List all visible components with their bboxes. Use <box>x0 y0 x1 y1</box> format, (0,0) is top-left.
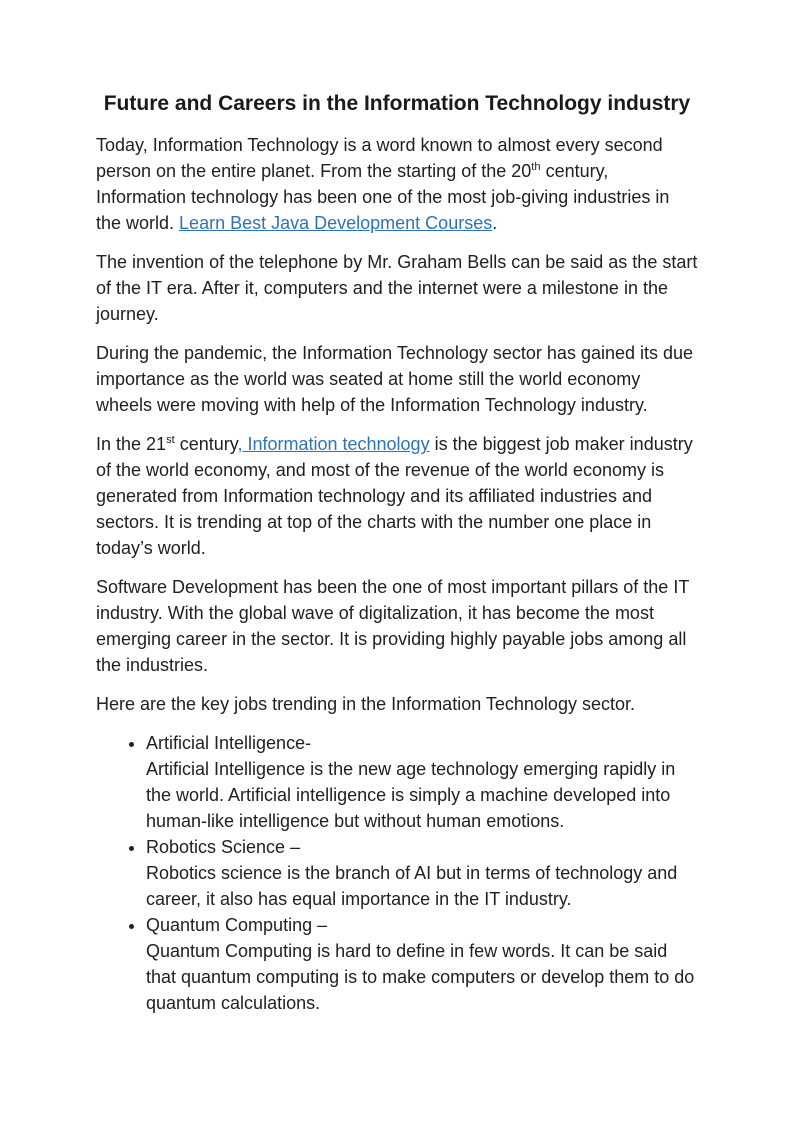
paragraph-21st-century <box>96 431 698 561</box>
paragraph-telephone: The invention of the telephone by Mr. Graham Bells can be said as the start of the IT era. After it, computers and the internet were a milestone in the journey. <box>96 252 698 324</box>
list-item-heading: • Artificial Intelligence- <box>146 733 312 753</box>
list-item-body: Robotics science is the branch of AI but in terms of technology and career, it also has equal importance in the IT industry. <box>146 863 678 909</box>
information-technology-link[interactable]: , Information technology <box>237 434 430 454</box>
paragraph-intro-text: Today, Information Technology is a word known to almost every second person on the entire planet. From the starting of the 20 <box>96 135 663 181</box>
list-item-body: Artificial Intelligence is the new age technology emerging rapidly in the world. Artificial intelligence is simply a machine developed into human-like intelligence but without human emotions. <box>146 759 676 831</box>
trending-jobs-list <box>96 730 698 1016</box>
list-item-heading: • Quantum Computing – <box>146 915 328 935</box>
paragraph-intro-text: . <box>492 213 498 233</box>
ordinal-superscript: st <box>166 434 175 446</box>
document-title: Future and Careers in the Information Technology industry <box>103 92 691 115</box>
ordinal-superscript: th <box>531 161 541 173</box>
paragraph-pandemic: During the pandemic, the Information Technology sector has gained its due importance as the world was seated at home still the world economy wheels were moving with help of the Information Technology industry. <box>96 343 694 415</box>
list-item-robotics-science <box>146 834 698 912</box>
paragraph-intro <box>96 132 698 236</box>
paragraph-21st-century-text: century <box>174 434 238 454</box>
paragraph-key-jobs-lead: Here are the key jobs trending in the Information Technology sector. <box>96 694 635 714</box>
java-courses-link[interactable]: Learn Best Java Development Courses <box>179 213 493 233</box>
list-item-quantum-computing <box>146 912 698 1016</box>
list-item-heading: • Robotics Science – <box>146 837 301 857</box>
paragraph-intro-text: century, Information technology has been one of the most job-giving industries in the world. <box>96 161 670 233</box>
paragraph-software-development: Software Development has been the one of most important pillars of the IT industry. With the global wave of digitalization, it has become the most emerging career in the sector. It is providing highly payable jobs among all the industries. <box>96 577 689 675</box>
paragraph-21st-century-text: is the biggest job maker industry of the world economy, and most of the revenue of the world economy is generated from Information technology and its affiliated industries and sectors. It is trending at top of the charts with the number one place in today’s world. <box>96 434 693 558</box>
paragraph-21st-century-text: In the 21 <box>96 434 167 454</box>
list-item-body: Quantum Computing is hard to define in few words. It can be said that quantum computing is to make computers or develop them to do quantum calculations. <box>146 941 695 1013</box>
list-item-artificial-intelligence <box>146 730 698 834</box>
